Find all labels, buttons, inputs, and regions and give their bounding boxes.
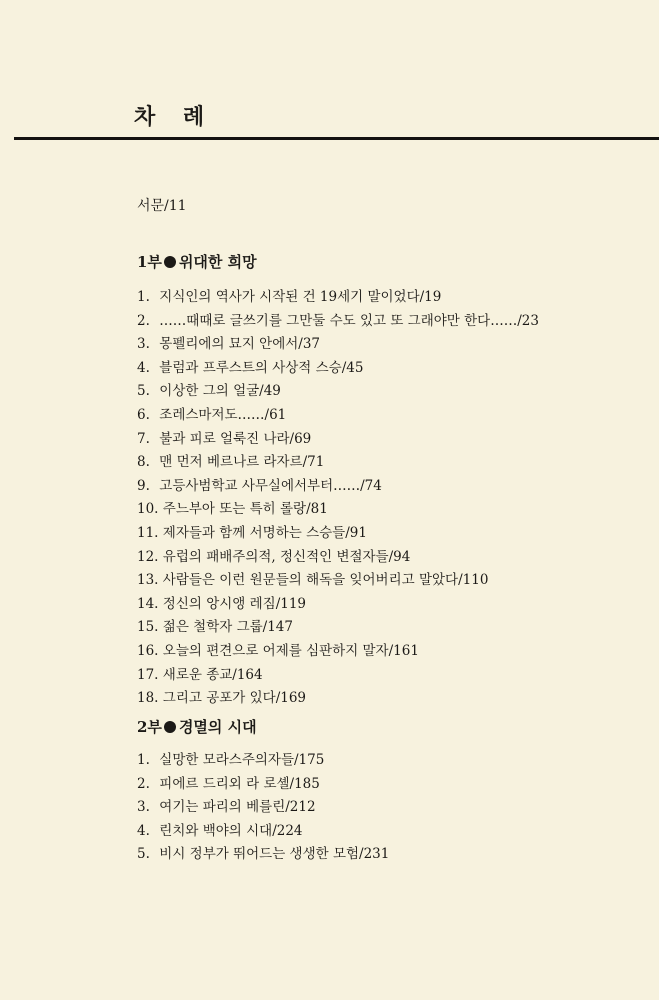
entry-title: 피에르 드리외 라 로셸/185 (159, 775, 320, 792)
toc-entry (137, 451, 539, 475)
entry-title: 그리고 공포가 있다/169 (162, 690, 307, 707)
entry-number: 5. (137, 846, 150, 863)
entry-title: 오늘의 편견으로 어제를 심판하지 말자/161 (162, 642, 419, 659)
entry-number: 17. (137, 666, 159, 683)
entry-number: 16. (137, 642, 159, 659)
part-heading-1 (137, 251, 257, 272)
entry-title: 지식인의 역사가 시작된 건 19세기 말이었다/19 (159, 289, 442, 305)
entry-title: 실망한 모라스주의자들/175 (159, 752, 325, 768)
page-title: 차 례 (134, 104, 215, 130)
entry-number: 10. (137, 501, 159, 518)
entry-number: 1. (137, 289, 150, 305)
part-1-entries (137, 286, 539, 711)
entry-title: 유럽의 패배주의적, 정신적인 변절자들/94 (162, 548, 411, 565)
toc-entry (137, 333, 539, 357)
entry-number: 2. (137, 312, 150, 329)
entry-number: 12. (137, 548, 159, 565)
toc-entry (137, 640, 539, 664)
entry-number: 2. (137, 775, 150, 792)
entry-number: 4. (137, 359, 150, 376)
entry-title: 맨 먼저 베르나르 라자르/71 (159, 454, 325, 471)
part-title: 경멸의 시대 (178, 718, 257, 736)
entry-title: 정신의 앙시앵 레짐/119 (162, 595, 307, 612)
entry-number: 13. (137, 572, 159, 589)
toc-entry (137, 357, 539, 381)
toc-entry (137, 593, 539, 617)
toc-entry (137, 428, 539, 452)
entry-number: 15. (137, 619, 159, 636)
entry-title: 젊은 철학자 그룹/147 (162, 619, 293, 636)
entry-number: 18. (137, 690, 159, 707)
entry-title: 이상한 그의 얼굴/49 (159, 383, 281, 400)
entry-title: ……때때로 글쓰기를 그만둘 수도 있고 또 그래야만 한다……/23 (159, 312, 539, 329)
entry-title: 비시 정부가 뛰어드는 생생한 모험/231 (159, 846, 390, 863)
part-prefix: 2부 (137, 718, 162, 736)
entry-number: 14. (137, 595, 159, 612)
toc-entry (137, 475, 539, 499)
entry-number: 5. (137, 383, 150, 400)
bullet-dot-icon (164, 256, 176, 268)
preface-entry: 서문/11 (137, 198, 187, 214)
entry-number: 3. (137, 336, 150, 353)
entry-title: 여기는 파리의 베를린/212 (159, 799, 316, 816)
toc-entry (137, 404, 539, 428)
entry-number: 9. (137, 477, 150, 494)
entry-number: 4. (137, 822, 150, 839)
entry-title: 제자들과 함께 서명하는 스승들/91 (162, 524, 367, 541)
toc-entry (137, 796, 389, 820)
toc-entry (137, 749, 389, 773)
toc-entry (137, 546, 539, 570)
toc-entry (137, 773, 389, 797)
toc-entry (137, 820, 389, 844)
entry-number: 1. (137, 752, 150, 768)
entry-number: 8. (137, 454, 150, 471)
entry-title: 몽펠리에의 묘지 안에서/37 (159, 336, 321, 353)
entry-number: 6. (137, 406, 150, 423)
entry-number: 3. (137, 799, 150, 816)
entry-title: 조레스마저도……/61 (159, 406, 287, 423)
part-prefix: 1부 (137, 253, 162, 271)
entry-title: 고등사범학교 사무실에서부터……/74 (159, 477, 382, 494)
toc-entry (137, 522, 539, 546)
toc-entry (137, 380, 539, 404)
entry-title: 불과 피로 얼룩진 나라/69 (159, 430, 312, 447)
entry-title: 블럼과 프루스트의 사상적 스승/45 (159, 359, 364, 376)
part-heading-2 (137, 716, 257, 737)
part-2-entries (137, 749, 389, 867)
toc-entry (137, 569, 539, 593)
title-divider (14, 137, 659, 140)
toc-entry (137, 843, 389, 867)
toc-entry (137, 310, 539, 334)
entry-title: 주느부아 또는 특히 롤랑/81 (162, 501, 328, 518)
toc-entry (137, 664, 539, 688)
toc-entry (137, 616, 539, 640)
entry-number: 7. (137, 430, 150, 447)
entry-title: 새로운 종교/164 (162, 666, 263, 683)
toc-entry (137, 286, 539, 310)
bullet-dot-icon (164, 721, 176, 733)
entry-number: 11. (137, 524, 159, 541)
entry-title: 사람들은 이런 원문들의 해독을 잊어버리고 말았다/110 (162, 572, 489, 589)
entry-title: 린치와 백야의 시대/224 (159, 822, 303, 839)
toc-entry (137, 498, 539, 522)
part-title: 위대한 희망 (178, 253, 257, 271)
toc-entry (137, 687, 539, 711)
